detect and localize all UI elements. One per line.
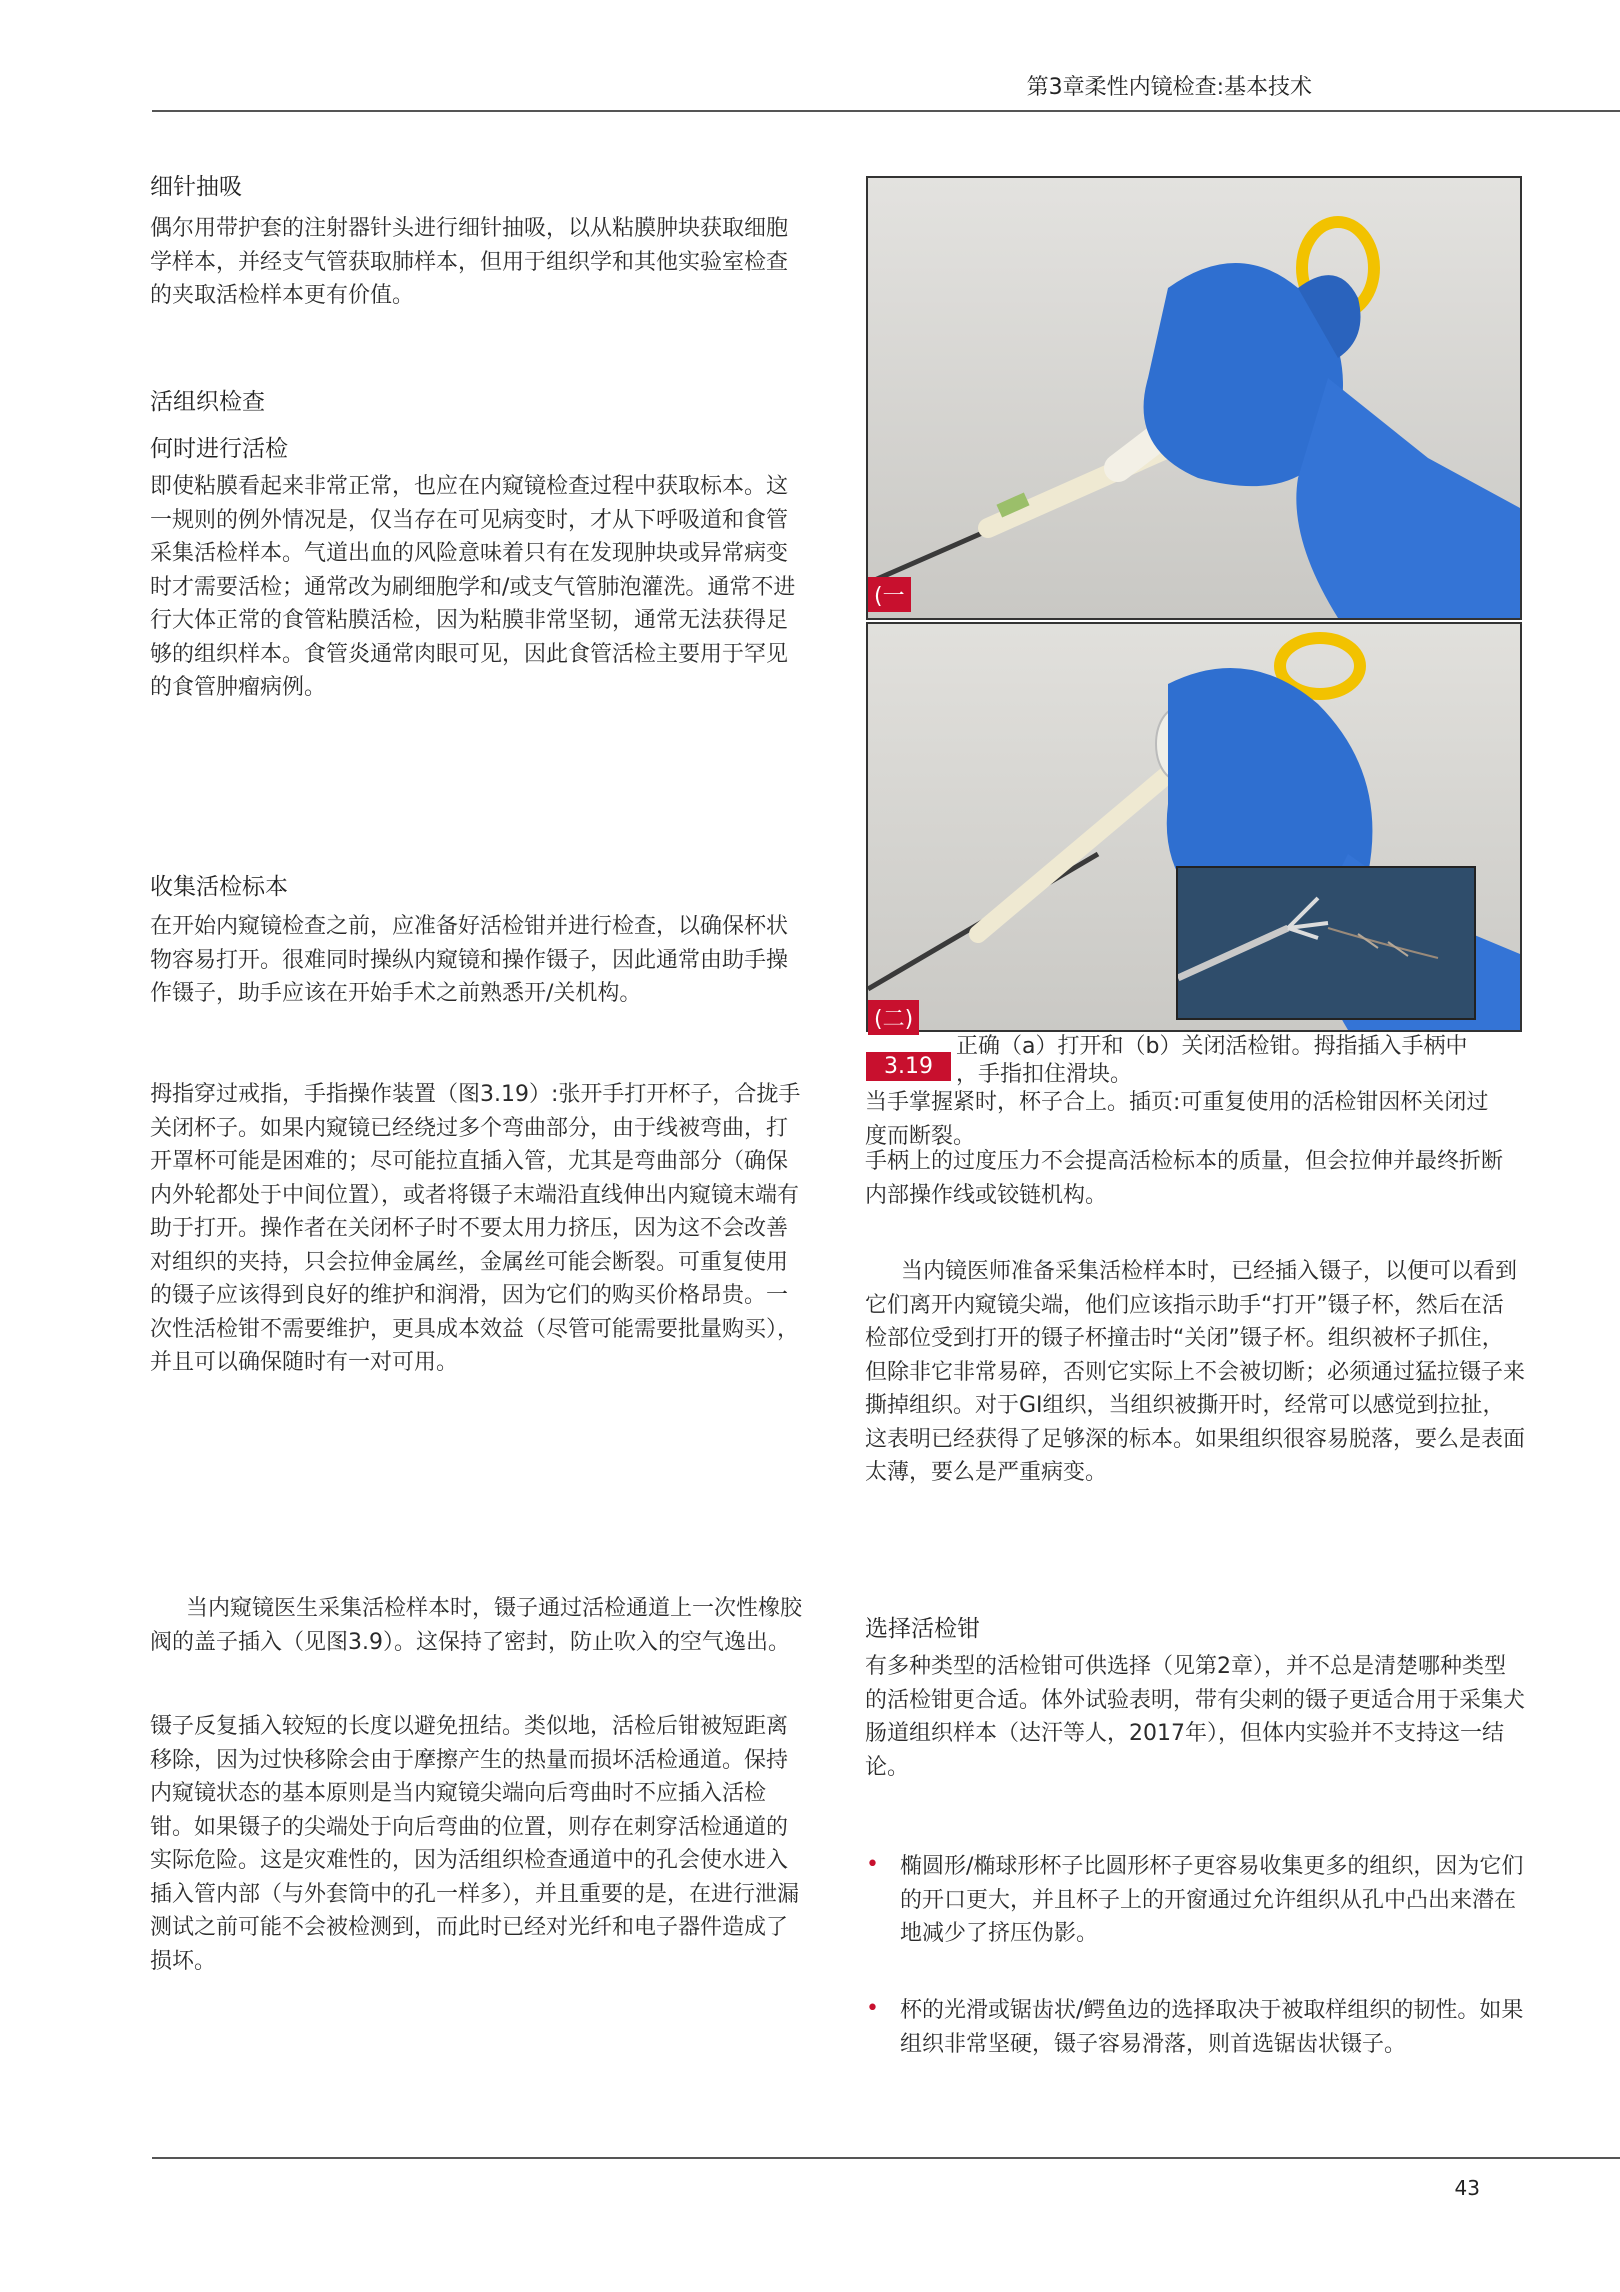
- repeat-paragraph: 镊子反复插入较短的长度以避免扭结。类似地，活检后钳被短距离移除，因为过快移除会由于摩擦产生的热量而损坏活检通道。保持内窥镜状态的基本原则是当内窥镜尖端向后弯曲时不应插入活检钳。如果镊子的尖端处于向后弯曲的位置，则存在刺穿活检通道的实际危险。这是灾难性的，因为活组织检查通道中的孔会使水进入插入管内部（与外套筒中的孔一样多），并且重要的是，在进行泄漏测试之前可能不会被检测到，而此时已经对光纤和电子器件造成了损坏。: [150, 1714, 800, 1974]
- panel-b-label: (二): [868, 1000, 919, 1035]
- bullet-dot: •: [866, 1852, 879, 1877]
- pressure-paragraph: 手柄上的过度压力不会提高活检标本的质量，但会拉伸并最终折断内部操作线或铰链机构。: [865, 1149, 1504, 1208]
- caption-line-1: 正确（a）打开和（b）关闭活检钳。拇指插入手柄中: [956, 1034, 1468, 1059]
- bullet-item: 杯的光滑或锯齿状/鳄鱼边的选择取决于被取样组织的韧性。如果组织非常坚硬，镊子容易滑落，则首选锯齿状镊子。: [900, 1998, 1524, 2057]
- forceps-open-photo: [868, 178, 1520, 618]
- figure-inset: [1176, 866, 1476, 1020]
- when-heading: 何时进行活检: [150, 436, 288, 462]
- thumb-paragraph: 拇指穿过戒指，手指操作装置（图3.19）:张开手打开杯子，合拢手关闭杯子。如果内窥镜已经绕过多个弯曲部分，由于线被弯曲，打开罩杯可能是困难的；尽可能拉直插入管，尤其是弯曲部分（确保内外轮都处于中间位置），或者将镊子末端沿直线伸出内窥镜末端有助于打开。操作者在关闭杯子时不要太用力挤压，因为这不会改善对组织的夹持，只会拉伸金属丝，金属丝可能会断裂。可重复使用的镊子应该得到良好的维护和润滑，因为它们的购买价格昂贵。一次性活检钳不需要维护，更具成本效益（尽管可能需要批量购买），并且可以确保随时有一对可用。: [150, 1082, 801, 1375]
- valve-paragraph: 当内窥镜医生采集活检样本时，镊子通过活检通道上一次性橡胶阀的盖子插入（见图3.9）。这保持了密封，防止吹入的空气逸出。: [150, 1596, 803, 1655]
- when-paragraph: 即使粘膜看起来非常正常，也应在内窥镜检查过程中获取标本。这一规则的例外情况是，仅当存在可见病变时，才从下呼吸道和食管采集活检样本。气道出血的风险意味着只有在发现肿块或异常病变时才需要活检；通常改为刷细胞学和/或支气管肺泡灌洗。通常不进行大体正常的食管粘膜活检，因为粘膜非常坚韧，通常无法获得足够的组织样本。食管炎通常肉眼可见，因此食管活检主要用于罕见的食管肿瘤病例。: [150, 474, 796, 700]
- figure-number-badge: 3.19: [866, 1052, 951, 1081]
- fna-heading: 细针抽吸: [150, 174, 242, 200]
- fna-paragraph: 偶尔用带护套的注射器针头进行细针抽吸，以从粘膜肿块获取细胞学样本，并经支气管获取肺样本，但用于组织学和其他实验室检查的夹取活检样本更有价值。: [150, 216, 789, 308]
- footer-rule: [152, 2157, 1620, 2159]
- bullet-dot: •: [866, 1996, 879, 2021]
- page-number: 43: [1454, 2176, 1480, 2200]
- chapter-header: 第3章柔性内镜检查:基本技术: [1026, 75, 1312, 100]
- header-rule: [152, 110, 1620, 112]
- select-heading: 选择活检钳: [865, 1616, 980, 1642]
- panel-a-label: (一: [868, 577, 911, 612]
- collect-paragraph: 在开始内窥镜检查之前，应准备好活检钳并进行检查，以确保杯状物容易打开。很难同时操纵内窥镜和操作镊子，因此通常由助手操作镊子，助手应该在开始手术之前熟悉开/关机构。: [150, 914, 789, 1006]
- bullet-item: 椭圆形/椭球形杯子比圆形杯子更容易收集更多的组织，因为它们的开口更大，并且杯子上的开窗通过允许组织从孔中凸出来潜在地减少了挤压伪影。: [900, 1854, 1524, 1946]
- ready-paragraph: 当内镜医师准备采集活检样本时，已经插入镊子，以便可以看到它们离开内窥镜尖端，他们应该指示助手“打开”镊子杯，然后在活检部位受到打开的镊子杯撞击时“关闭”镊子杯。组织被杯子抓住，但除非它非常易碎，否则它实际上不会被切断；必须通过猛拉镊子来撕掉组织。对于GI组织，当组织被撕开时，经常可以感觉到拉扯，这表明已经获得了足够深的标本。如果组织很容易脱落，要么是表面太薄，要么是严重病变。: [865, 1259, 1526, 1485]
- collect-heading: 收集活检标本: [150, 874, 288, 900]
- caption-line-2: ，手指扣住滑块。: [956, 1062, 1133, 1087]
- grip-paragraph: 当手掌握紧时，杯子合上。插页:可重复使用的活检钳因杯关闭过度而断裂。: [865, 1090, 1489, 1149]
- broken-forceps-inset: [1178, 868, 1474, 1018]
- biopsy-heading: 活组织检查: [150, 389, 265, 415]
- figure-panel-a: [866, 176, 1522, 620]
- select-paragraph: 有多种类型的活检钳可供选择（见第2章），并不总是清楚哪种类型的活检钳更合适。体外试验表明，带有尖刺的镊子更适合用于采集犬肠道组织样本（达汗等人，2017年），但体内实验并不支持这一结论。: [865, 1654, 1526, 1780]
